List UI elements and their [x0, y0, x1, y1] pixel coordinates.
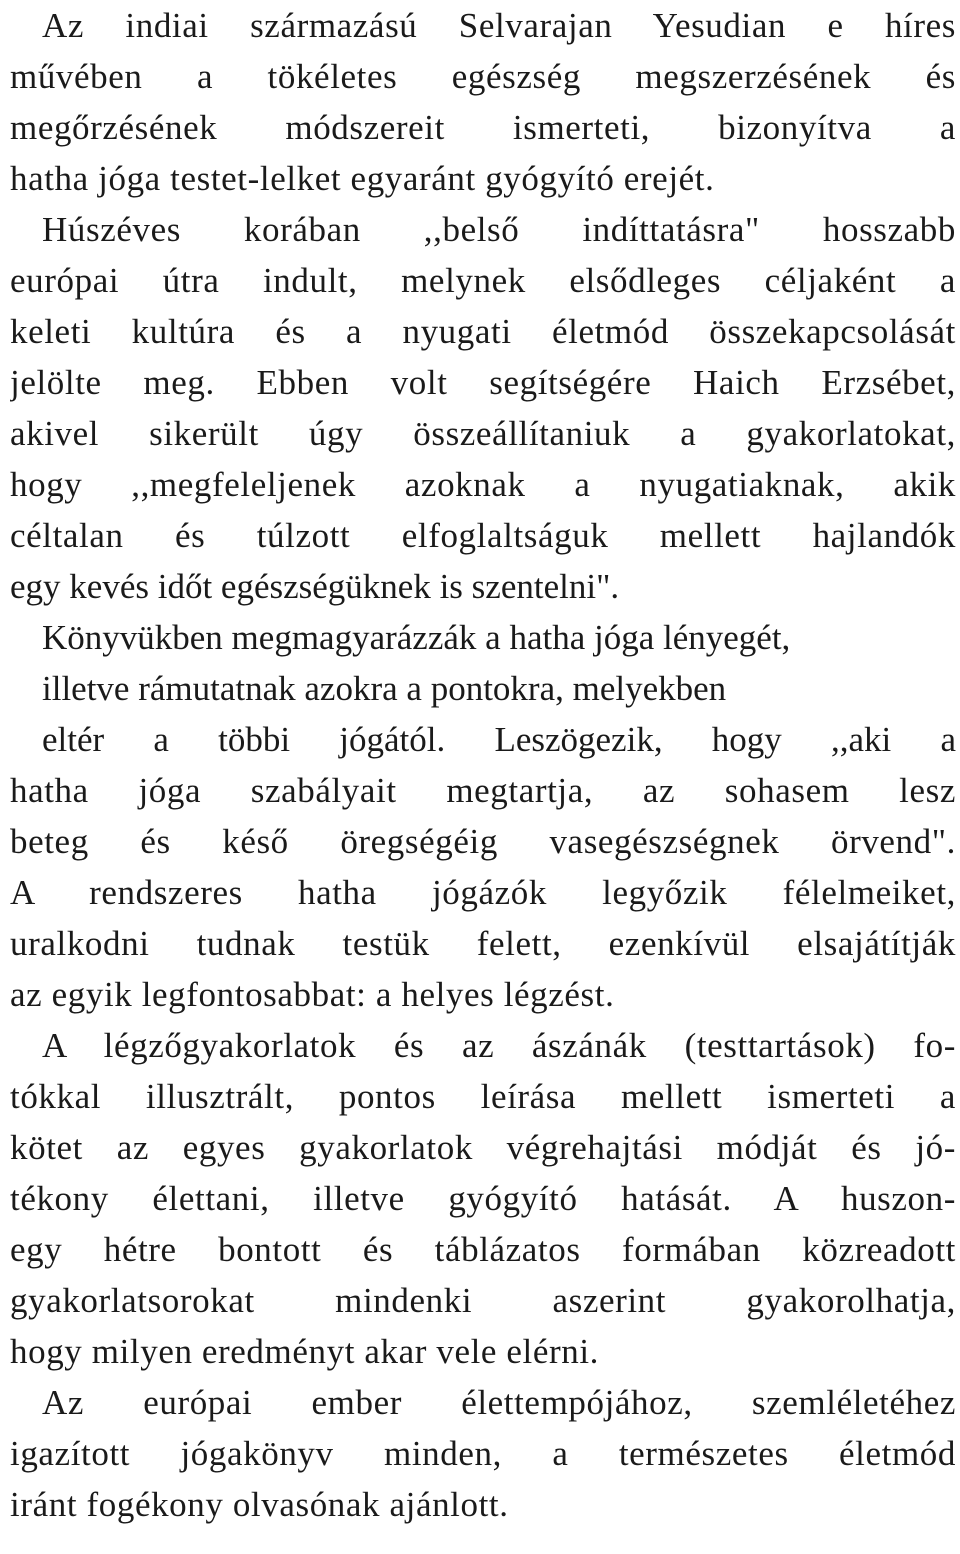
text-line: egy hétre bontott és táblázatos formában közreadott — [10, 1230, 956, 1269]
text-line: hogy milyen eredményt akar vele elérni. — [10, 1332, 600, 1371]
paragraph-recommendation — [10, 1377, 956, 1530]
text-line: hatha jóga szabályait megtartja, az sohasem lesz — [10, 771, 956, 810]
paragraph-intro — [10, 0, 956, 612]
text-line: igazított jógakönyv minden, a természetes életmód — [10, 1434, 956, 1473]
text-line: kötet az egyes gyakorlatok végrehajtási módját és jó- — [10, 1128, 956, 1167]
text-line: gyakorlatsorokat mindenki aszerint gyakorolhatja, — [10, 1281, 956, 1320]
text-line: művében a tökéletes egészség megszerzésének és — [10, 57, 956, 96]
text-line: európai útra indult, melynek elsődleges céljaként a — [10, 261, 956, 300]
text-line: Az indiai származású Selvarajan Yesudian e híres — [42, 6, 956, 45]
text-line: iránt fogékony olvasónak ajánlott. — [10, 1485, 509, 1524]
paragraph-exercises — [10, 1020, 956, 1377]
text-line: A légzőgyakorlatok és az ászánák (testtartások) fo- — [42, 1026, 956, 1065]
paragraph-book-summary — [10, 612, 956, 1020]
text-line: Húszéves korában ,,belső indíttatásra" hosszabb — [42, 210, 956, 249]
text-line: jelölte meg. Ebben volt segítségére Haich Erzsébet, — [10, 363, 956, 402]
text-line: tókkal illusztrált, pontos leírása mellett ismerteti a — [10, 1077, 956, 1116]
text-line: beteg és késő öregségéig vasegészségnek örvend". — [10, 822, 956, 861]
text-line: az egyik legfontosabbat: a helyes légzést. — [10, 975, 615, 1014]
text-line: tékony élettani, illetve gyógyító hatását. A huszon- — [10, 1179, 956, 1218]
text-line: akivel sikerült úgy összeállítaniuk a gyakorlatokat, — [10, 414, 956, 453]
text-line: uralkodni tudnak testük felett, ezenkívül elsajátítják — [10, 924, 956, 963]
text-line: eltér a többi jógától. Leszögezik, hogy ,,aki a — [42, 720, 956, 759]
text-line: céltalan és túlzott elfoglaltságuk mellett hajlandók — [10, 516, 956, 555]
text-line: hogy ,,megfeleljenek azoknak a nyugatiaknak, akik — [10, 465, 956, 504]
text-line: egy kevés időt egészségüknek is szentelni". — [10, 567, 620, 606]
text-line: hatha jóga testet-lelket egyaránt gyógyító erejét. — [10, 159, 715, 198]
text-line: Könyvükben megmagyarázzák a hatha jóga lényegét, — [42, 618, 791, 657]
text-line: keleti kultúra és a nyugati életmód összekapcsolását — [10, 312, 956, 351]
text-line: illetve rámutatnak azokra a pontokra, melyekben — [42, 669, 727, 708]
text-line: Az európai ember élettempójához, szemléletéhez — [42, 1383, 956, 1422]
text-line: A rendszeres hatha jógázók legyőzik félelmeiket, — [10, 873, 956, 912]
text-line: megőrzésének módszereit ismerteti, bizonyítva a — [10, 108, 956, 147]
